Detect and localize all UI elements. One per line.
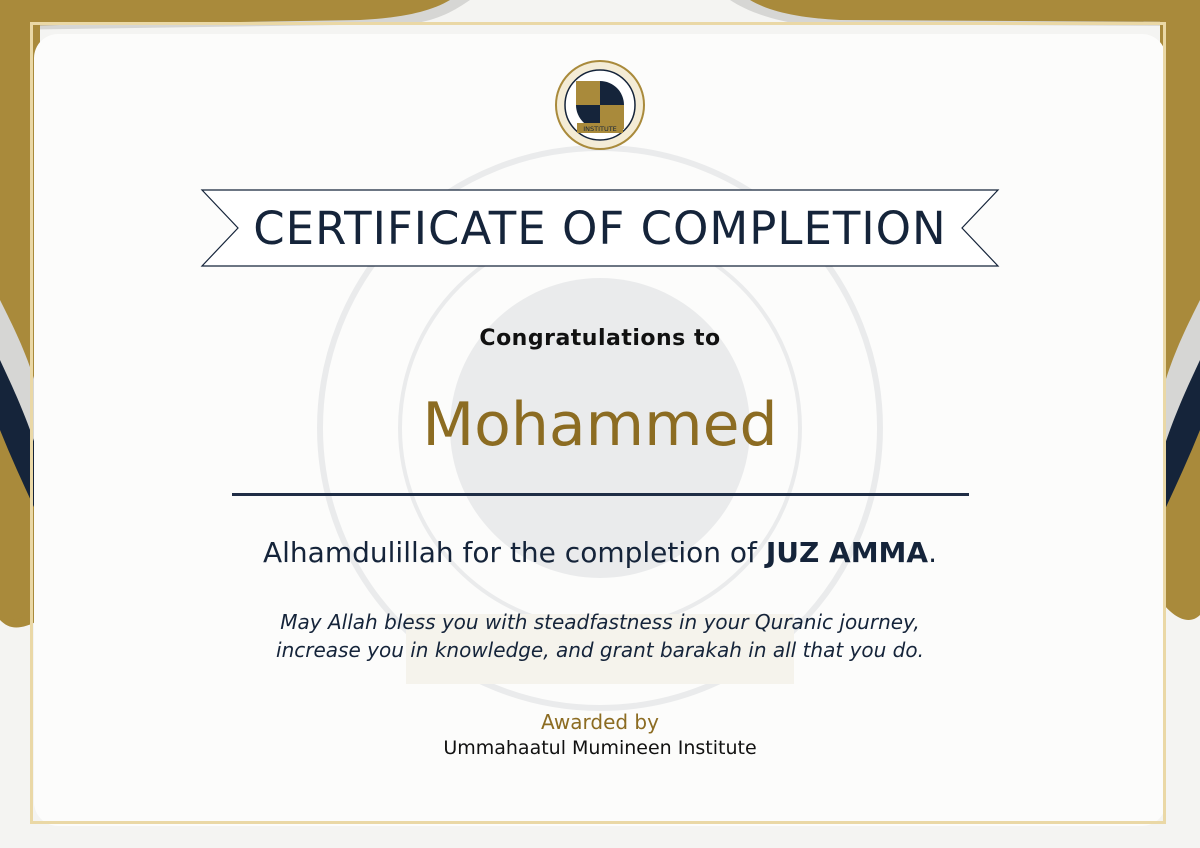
blessing-line-2: increase you in knowledge, and grant barakah in all that you do. <box>276 638 924 662</box>
completion-prefix: Alhamdulillah for the completion of <box>263 536 766 569</box>
certificate-title: CERTIFICATE OF COMPLETION <box>253 201 947 255</box>
completion-suffix: . <box>928 536 937 569</box>
completion-statement <box>0 536 1200 569</box>
greeting-text: Congratulations to <box>479 326 721 351</box>
recipient-name: Mohammed <box>422 390 778 460</box>
institute-seal <box>555 60 645 150</box>
name-underline <box>232 493 969 496</box>
awarding-institution: Ummahaatul Mumineen Institute <box>443 737 757 759</box>
svg-text:INSTITUTE: INSTITUTE <box>583 125 617 133</box>
blessing-text <box>0 608 1200 664</box>
awarded-by-label: Awarded by <box>541 710 659 734</box>
blessing-line-1: May Allah bless you with steadfastness in your Quranic journey, <box>280 610 920 634</box>
completion-subject: JUZ AMMA <box>765 536 929 569</box>
